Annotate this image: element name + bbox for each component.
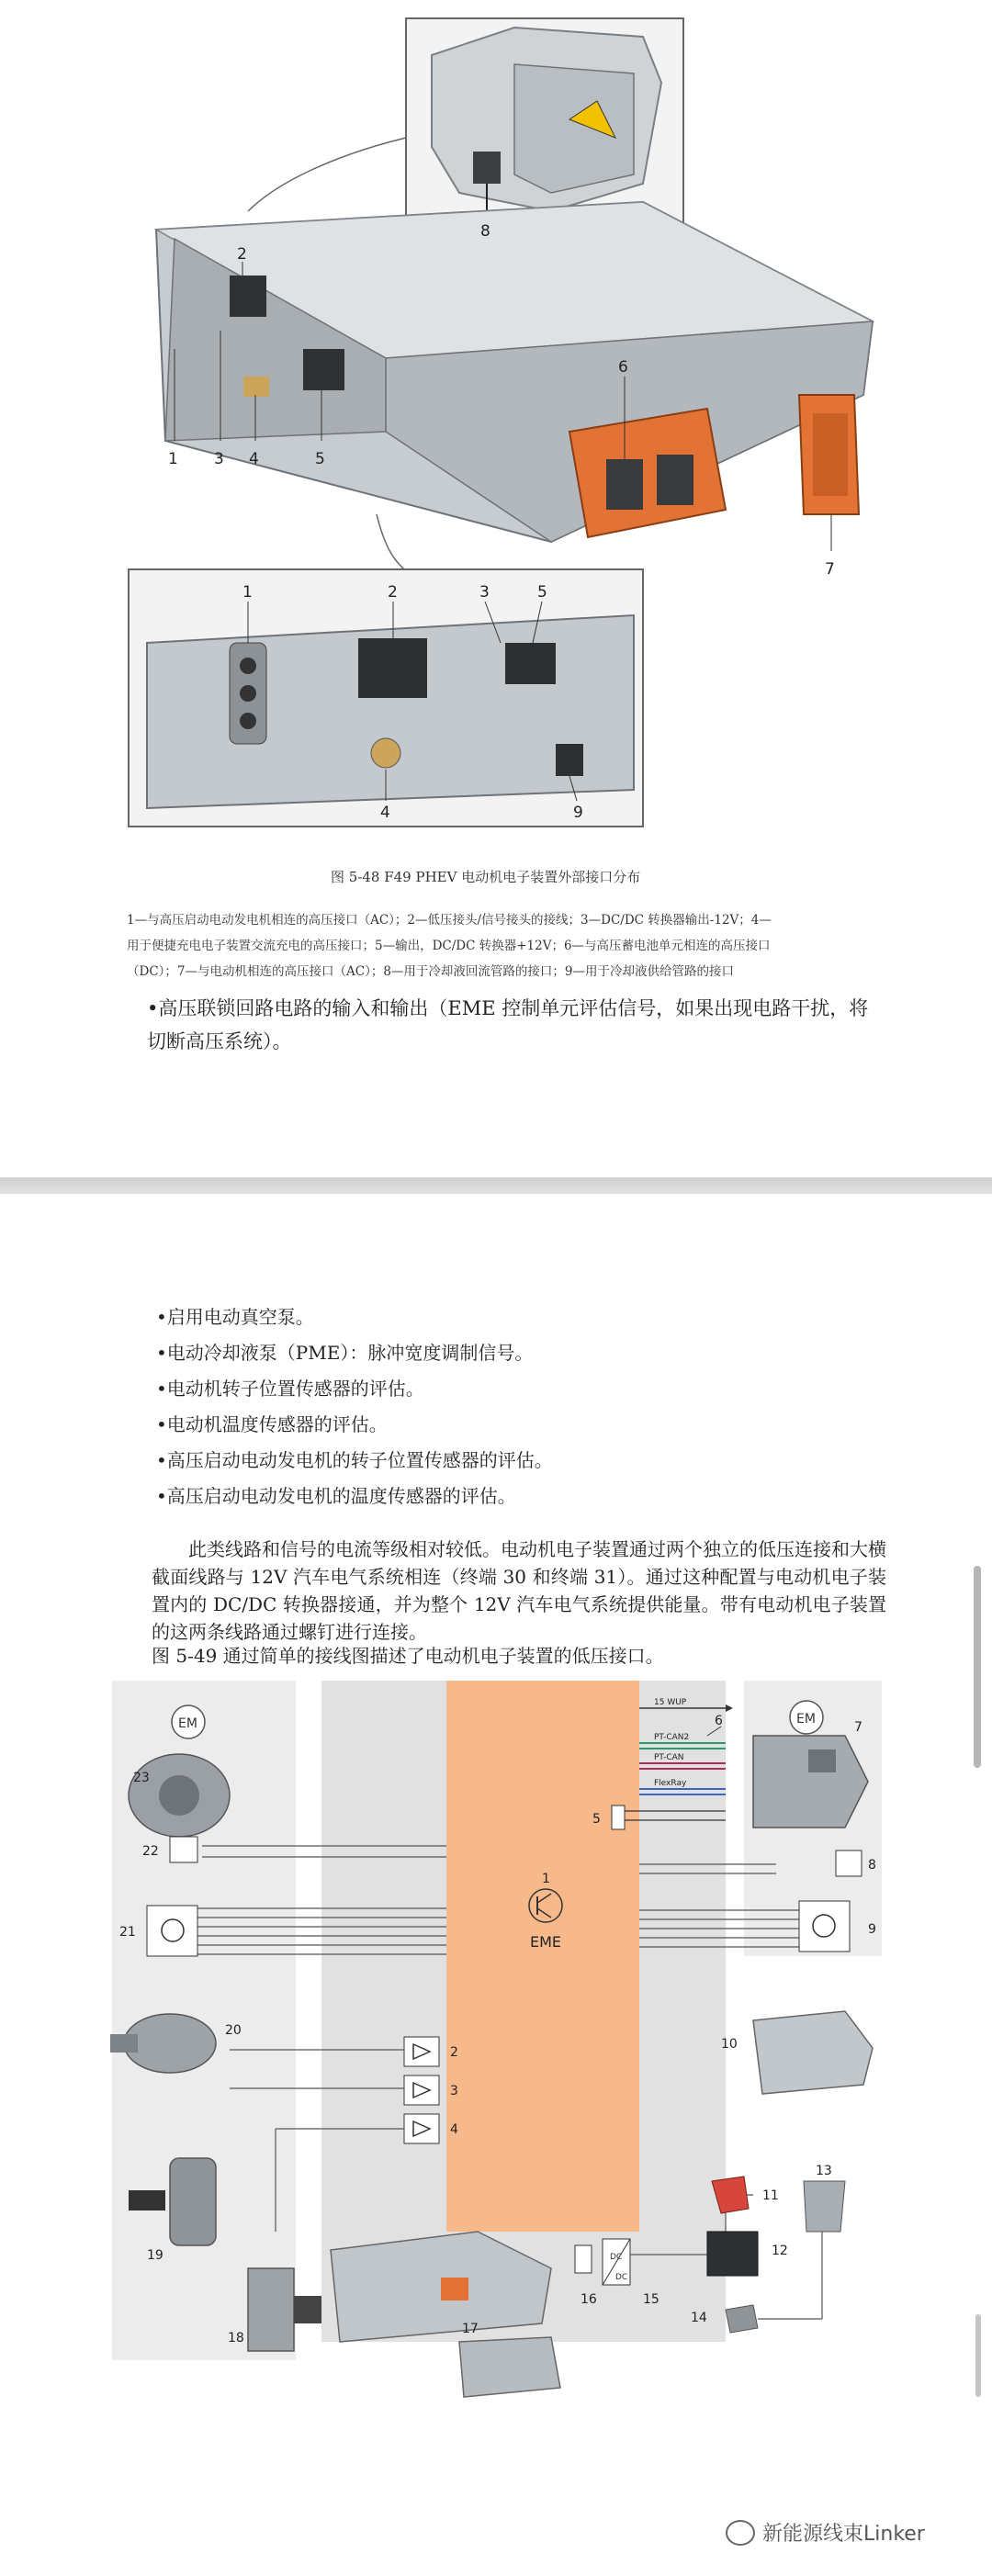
- inset-callout-9: 9: [573, 804, 583, 822]
- bullet-item: •高压启动电动发电机的转子位置传感器的评估。: [156, 1449, 553, 1471]
- svg-text:EM: EM: [796, 1712, 816, 1727]
- d549-callout-11: 11: [762, 2188, 779, 2203]
- bus-label-ptcan2: PT-CAN2: [654, 1733, 690, 1742]
- d549-callout-18: 18: [228, 2331, 244, 2345]
- d549-callout-12: 12: [772, 2244, 788, 2258]
- component-14-terminal: [726, 2305, 758, 2333]
- legend-line-3: （DC）；7—与电动机相连的高压接口（AC）；8—用于冷却液回流管路的接口；9—用于冷却液供给管路的接口: [127, 964, 734, 979]
- page-divider: [0, 1177, 992, 1194]
- d549-callout-10: 10: [721, 2037, 738, 2052]
- d549-callout-1: 1: [542, 1872, 550, 1886]
- d549-callout-8: 8: [868, 1858, 876, 1873]
- svg-text:EM: EM: [178, 1716, 197, 1731]
- component-7-motor: [753, 1736, 868, 1828]
- figure-5-49-wiring-diagram: [0, 1681, 992, 2562]
- component-8-sensor: [836, 1850, 862, 1876]
- d549-callout-13: 13: [816, 2164, 832, 2178]
- component-12-battery: [707, 2232, 758, 2276]
- d549-callout-9: 9: [868, 1922, 876, 1937]
- figure-5-48-legend: [127, 907, 880, 984]
- component-13-sensor: [804, 2181, 845, 2232]
- bullet-item: •电动机温度传感器的评估。: [156, 1413, 388, 1435]
- d549-callout-14: 14: [691, 2311, 707, 2325]
- watermark: [726, 2518, 925, 2547]
- callout-2-top: 2: [237, 245, 247, 264]
- d549-callout-17: 17: [462, 2322, 479, 2336]
- eme-unit-main-drawing: [156, 202, 873, 542]
- d549-callout-19: 19: [147, 2248, 163, 2263]
- bus-label-ptcan: PT-CAN: [654, 1753, 684, 1762]
- component-22-sensor: [170, 1837, 197, 1862]
- callout-1: 1: [168, 450, 178, 468]
- d549-callout-20: 20: [225, 2023, 242, 2038]
- inset-callout-1: 1: [242, 583, 253, 602]
- component-16-fuse: [575, 2245, 592, 2273]
- component-10-charger: [753, 2011, 873, 2094]
- bullet-hv-interlock: •高压联锁回路电路的输入和输出（EME 控制单元评估信号，如果出现电路干扰，将切断高压系统）。: [147, 997, 869, 1052]
- bullet-item: •启用电动真空泵。: [156, 1306, 314, 1328]
- svg-text:DC: DC: [615, 2273, 628, 2282]
- figure-5-48-caption: 图 5-48 F49 PHEV 电动机电子装置外部接口分布: [331, 869, 641, 885]
- d549-callout-22: 22: [142, 1844, 159, 1859]
- body-paragraph: 此类线路和信号的电流等级相对较低。电动机电子装置通过两个独立的低压连接和大横截面线路与 12V 汽车电气系统相连（终端 30 和终端 31）。通过这种配置与电动机电子装置内的 DC/DC 转换器接通，并为整个 12V 汽车电气系统提供能量。带有电动机电子装置的这两条线路通过螺钉进行连接。: [152, 1538, 886, 1643]
- callout-8: 8: [480, 222, 490, 241]
- callout-7: 7: [825, 560, 835, 579]
- d549-callout-21: 21: [119, 1925, 136, 1940]
- figure-5-49-intro: 图 5-49 通过简单的接线图描述了电动机电子装置的低压接口。: [152, 1645, 664, 1667]
- bus-label-flexray: FlexRay: [654, 1779, 687, 1788]
- inset-callout-3: 3: [479, 583, 490, 602]
- inset-callout-5: 5: [537, 583, 547, 602]
- legend-line-1: 1—与高压启动电动发电机相连的高压接口（AC）；2—低压接头/信号接头的接线；3—DC/DC 转换器输出-12V；4—: [127, 913, 772, 928]
- callout-6: 6: [618, 358, 628, 377]
- bus-label-15wup: 15 WUP: [654, 1698, 687, 1707]
- d549-callout-15: 15: [643, 2292, 659, 2307]
- scrollbar-thumb-secondary[interactable]: [975, 2314, 981, 2397]
- output-stages: [404, 2037, 439, 2143]
- callout-5: 5: [315, 450, 325, 468]
- document-page-1: [0, 0, 992, 1177]
- d549-callout-23: 23: [133, 1771, 150, 1785]
- d549-callout-7: 7: [854, 1720, 862, 1735]
- component-21-resolver: [147, 1906, 197, 1956]
- inset-callout-2: 2: [388, 583, 398, 602]
- legend-line-2: 用于便捷充电电子装置交流充电的高压接口；5—输出，DC/DC 转换器+12V；6—与高压蓄电池单元相连的高压接口: [127, 939, 771, 953]
- em-badge-right: [790, 1701, 823, 1734]
- feature-bullet-list: [156, 1299, 891, 1514]
- d549-callout-3: 3: [450, 2084, 458, 2098]
- document-page-2: [0, 1194, 992, 2576]
- inset-bottom-drawing: [147, 615, 634, 808]
- bullet-item: •高压启动电动发电机的温度传感器的评估。: [156, 1485, 516, 1507]
- em-badge-left: [172, 1705, 205, 1738]
- d549-callout-2: 2: [450, 2045, 458, 2060]
- bullet-item: •电动冷却液泵（PME）：脉冲宽度调制信号。: [156, 1342, 534, 1364]
- d549-callout-5: 5: [592, 1812, 601, 1827]
- component-18-valve: [248, 2268, 321, 2351]
- bullet-item: •电动机转子位置传感器的评估。: [156, 1378, 424, 1400]
- figure-5-48-illustration: [0, 0, 992, 863]
- svg-text:DC: DC: [610, 2253, 623, 2262]
- scrollbar-thumb[interactable]: [974, 1566, 981, 1768]
- component-15-dcdc: [603, 2239, 630, 2285]
- inset-callout-4: 4: [380, 804, 390, 822]
- d549-callout-6: 6: [715, 1714, 723, 1728]
- eme-label: EME: [530, 1933, 562, 1951]
- component-5-relay: [612, 1805, 625, 1829]
- watermark-text: 新能源线束Linker: [762, 2523, 925, 2546]
- d549-callout-16: 16: [581, 2292, 597, 2307]
- callout-4: 4: [249, 450, 259, 468]
- eme-block: [446, 1681, 639, 2232]
- d549-callout-4: 4: [450, 2122, 458, 2137]
- component-23-generator: [129, 1754, 230, 1837]
- callout-3: 3: [214, 450, 224, 468]
- wechat-icon: [726, 2520, 755, 2546]
- component-17-control-unit: [459, 2337, 560, 2397]
- component-9-resolver: [799, 1901, 850, 1952]
